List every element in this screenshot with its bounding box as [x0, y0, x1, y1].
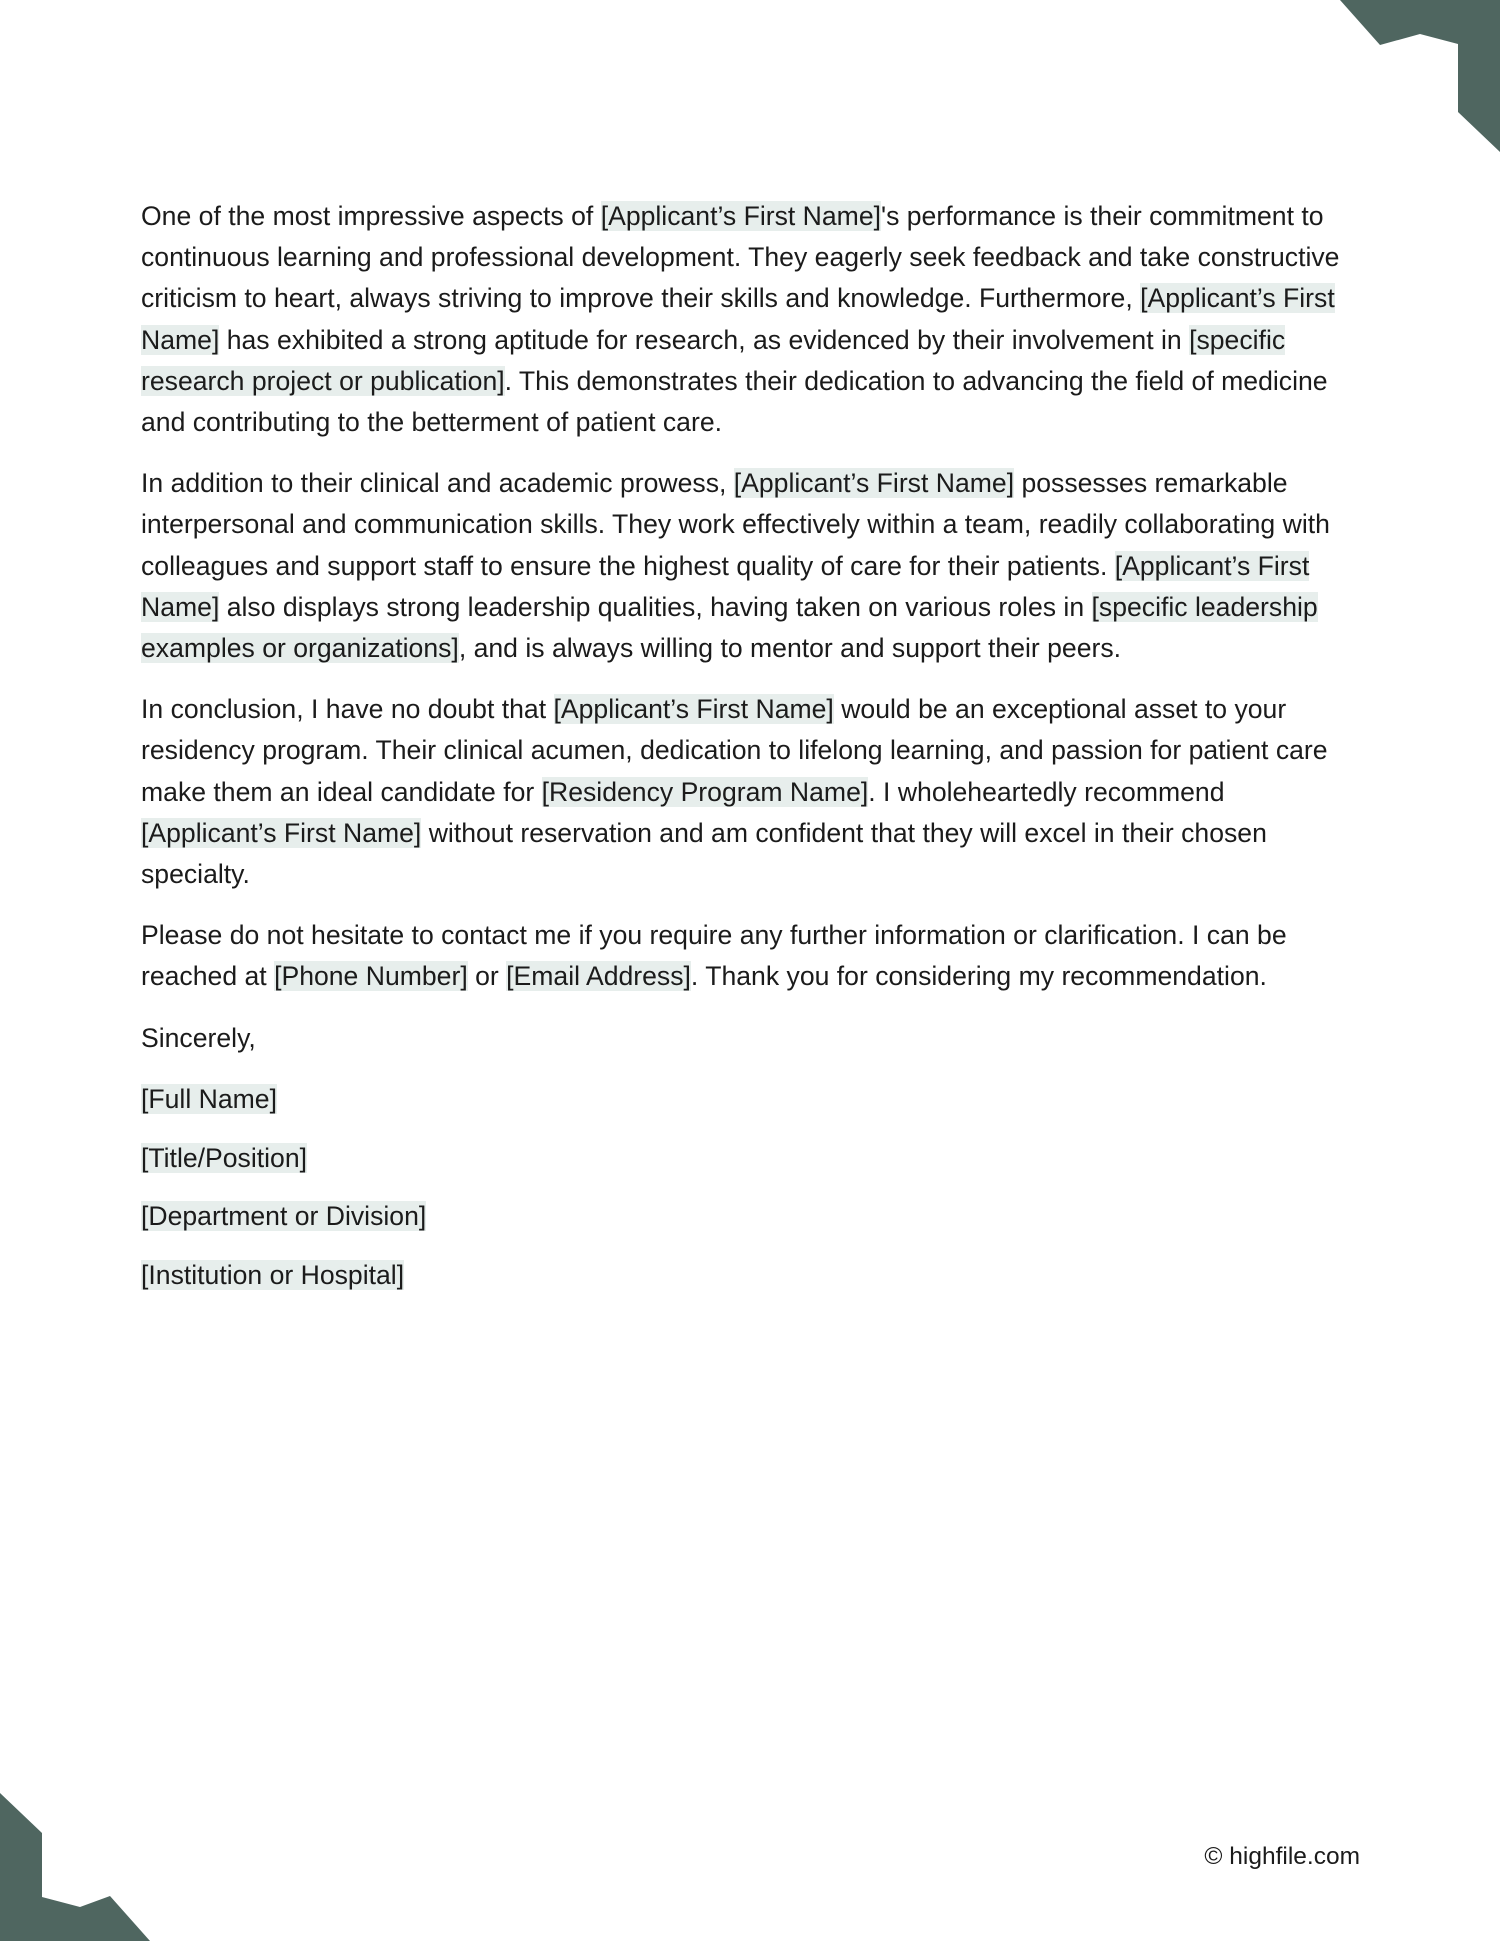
placeholder-field: [Email Address]	[506, 961, 691, 992]
body-text: In addition to their clinical and academic prowess,	[141, 468, 734, 499]
letter-paragraph	[141, 689, 1363, 895]
corner-shape	[1340, 0, 1500, 152]
signature-full-name: [Full Name]	[141, 1083, 277, 1114]
placeholder-field: [Applicant’s First Name]	[733, 468, 1015, 499]
signature-institution: [Institution or Hospital]	[141, 1259, 405, 1290]
body-text: . Thank you for considering my recommendation.	[690, 961, 1267, 992]
signature-department: [Department or Division]	[141, 1201, 427, 1232]
placeholder-field: [specific research project or publication]	[141, 324, 1286, 396]
body-text: In conclusion, I have no doubt that	[141, 694, 554, 725]
placeholder-field: [Applicant’s First Name]	[141, 817, 422, 848]
placeholder-field: [Residency Program Name]	[541, 776, 869, 807]
letter-body	[141, 196, 1363, 1314]
placeholder-field: [Applicant’s First Name]	[141, 283, 1335, 355]
corner-decoration-top-right	[1340, 0, 1500, 152]
body-text: Please do not hesitate to contact me if you require any further information or clarification. I can be reached at	[141, 920, 1287, 992]
letter-paragraph	[141, 463, 1363, 669]
letter-paragraph	[141, 196, 1363, 443]
placeholder-field: [Applicant’s First Name]	[600, 201, 881, 231]
placeholder-field: [Applicant’s First Name]	[141, 550, 1310, 622]
signature-title: [Title/Position]	[141, 1142, 308, 1173]
body-text: . This demonstrates their dedication to advancing the field of medicine and contributing to the betterment of patient care.	[141, 365, 1328, 438]
placeholder-field: [Applicant’s First Name]	[553, 694, 834, 725]
placeholder-field: [specific leadership examples or organizations]	[141, 591, 1318, 664]
body-text: , and is always willing to mentor and support their peers.	[458, 633, 1122, 664]
closing-salutation: Sincerely,	[141, 1022, 256, 1053]
body-text: 's performance is their commitment to continuous learning and professional development. They eagerly seek feedback and take constructive criticism to heart, always striving to improve their skills and knowledge. Furthermore,	[141, 201, 1340, 314]
signature-block	[141, 1079, 1363, 1296]
body-text: or	[467, 961, 507, 992]
body-text: has exhibited a strong aptitude for research, as evidenced by their involvement in	[219, 324, 1190, 355]
body-text: without reservation and am confident that they will excel in their chosen specialty.	[141, 817, 1267, 890]
body-text: also displays strong leadership qualities, having taken on various roles in	[219, 591, 1092, 622]
footer-copyright: © highfile.com	[1204, 1843, 1360, 1870]
corner-decoration-bottom-left	[0, 1793, 150, 1941]
corner-shape	[0, 1793, 150, 1941]
body-text: would be an exceptional asset to your residency program. Their clinical acumen, dedication to lifelong learning, and passion for patient care make them an ideal candidate for	[141, 694, 1328, 807]
letter-paragraph	[141, 915, 1363, 997]
placeholder-field: [Phone Number]	[274, 961, 468, 992]
body-text: . I wholeheartedly recommend	[868, 776, 1225, 807]
body-text: possesses remarkable interpersonal and communication skills. They work effectively within a team, readily collaborating with colleagues and support staff to ensure the highest quality of care for their patients.	[141, 468, 1330, 581]
body-text: One of the most impressive aspects of	[141, 201, 601, 231]
